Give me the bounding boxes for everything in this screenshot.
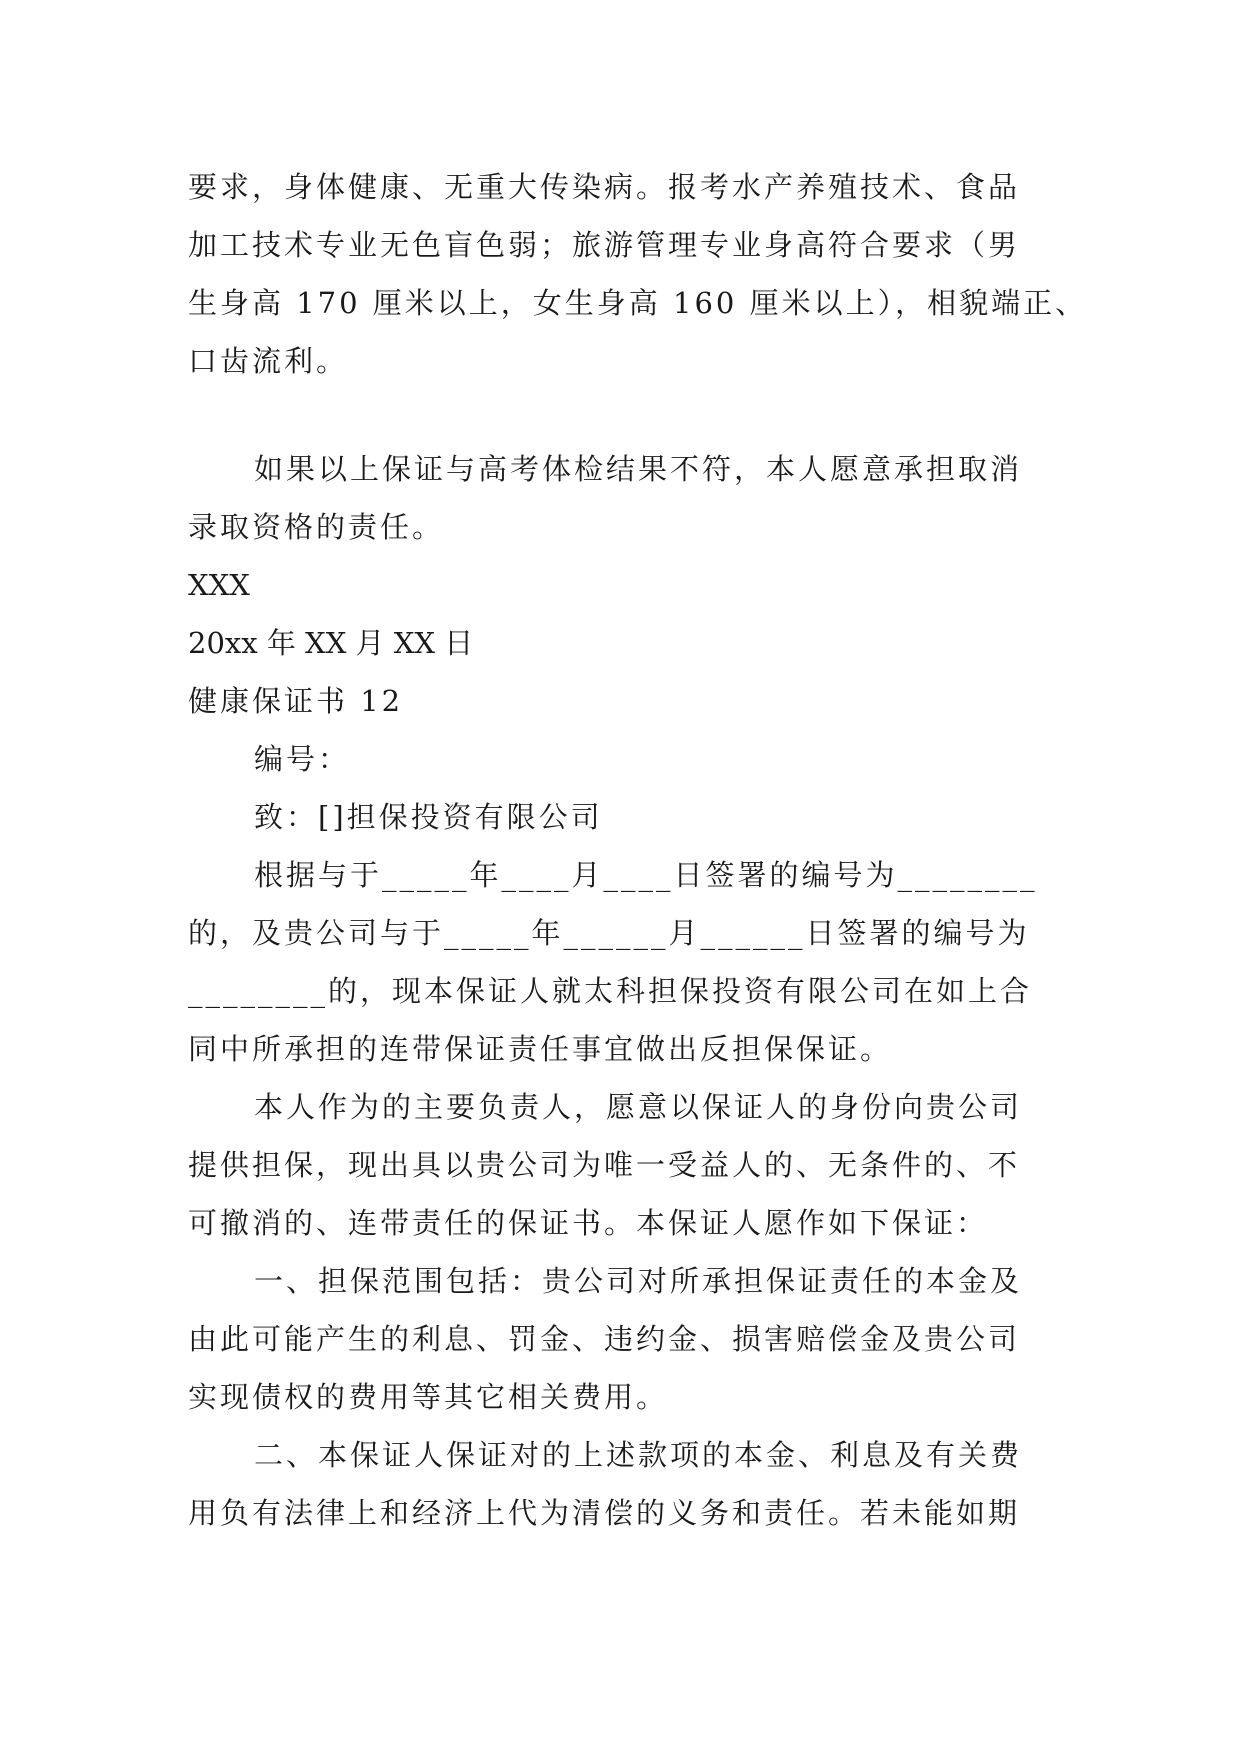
text-line: 录取资格的责任。 [188, 510, 445, 544]
text-line: 要求，身体健康、无重大传染病。报考水产养殖技术、食品 [188, 170, 1021, 204]
text-line: 如果以上保证与高考体检结果不符，本人愿意承担取消 [254, 452, 1023, 486]
paragraph-gap [188, 390, 1058, 440]
text-line: XXX [188, 568, 250, 602]
text-line: 致：[]担保投资有限公司 [254, 800, 603, 834]
text-line: 二、本保证人保证对的上述款项的本金、利息及有关费 [254, 1438, 1023, 1472]
text-line: 可撤消的、连带责任的保证书。本保证人愿作如下保证： [188, 1206, 989, 1240]
text-line: 加工技术专业无色盲色弱；旅游管理专业身高符合要求（男 [188, 228, 1021, 262]
text-line: 编号： [254, 742, 351, 776]
text-line: 同中所承担的连带保证责任事宜做出反担保保证。 [188, 1032, 893, 1066]
text-line: 根据与于_____年____月____日签署的编号为________ [254, 858, 1038, 892]
text-line: 由此可能产生的利息、罚金、违约金、损害赔偿金及贵公司 [188, 1322, 1021, 1356]
text-line: 口齿流利。 [188, 344, 349, 378]
text-line: 20xx 年 XX 月 XX 日 [188, 626, 474, 660]
text-line: 本人作为的主要负责人，愿意以保证人的身份向贵公司 [254, 1090, 1023, 1124]
document-body [188, 158, 1088, 1542]
text-line: 健康保证书 12 [188, 684, 404, 718]
text-line: 实现债权的费用等其它相关费用。 [188, 1380, 669, 1414]
text-line: 用负有法律上和经济上代为清偿的义务和责任。若未能如期 [188, 1496, 1021, 1530]
text-line: 生身高 170 厘米以上，女生身高 160 厘米以上），相貌端正、 [188, 286, 1088, 320]
text-line: 的，及贵公司与于_____年______月______日签署的编号为 [188, 916, 1030, 950]
text-line: ________的，现本保证人就太科担保投资有限公司在如上合 [188, 974, 1033, 1008]
text-line: 提供担保，现出具以贵公司为唯一受益人的、无条件的、不 [188, 1148, 1021, 1182]
text-line: 一、担保范围包括：贵公司对所承担保证责任的本金及 [254, 1264, 1023, 1298]
